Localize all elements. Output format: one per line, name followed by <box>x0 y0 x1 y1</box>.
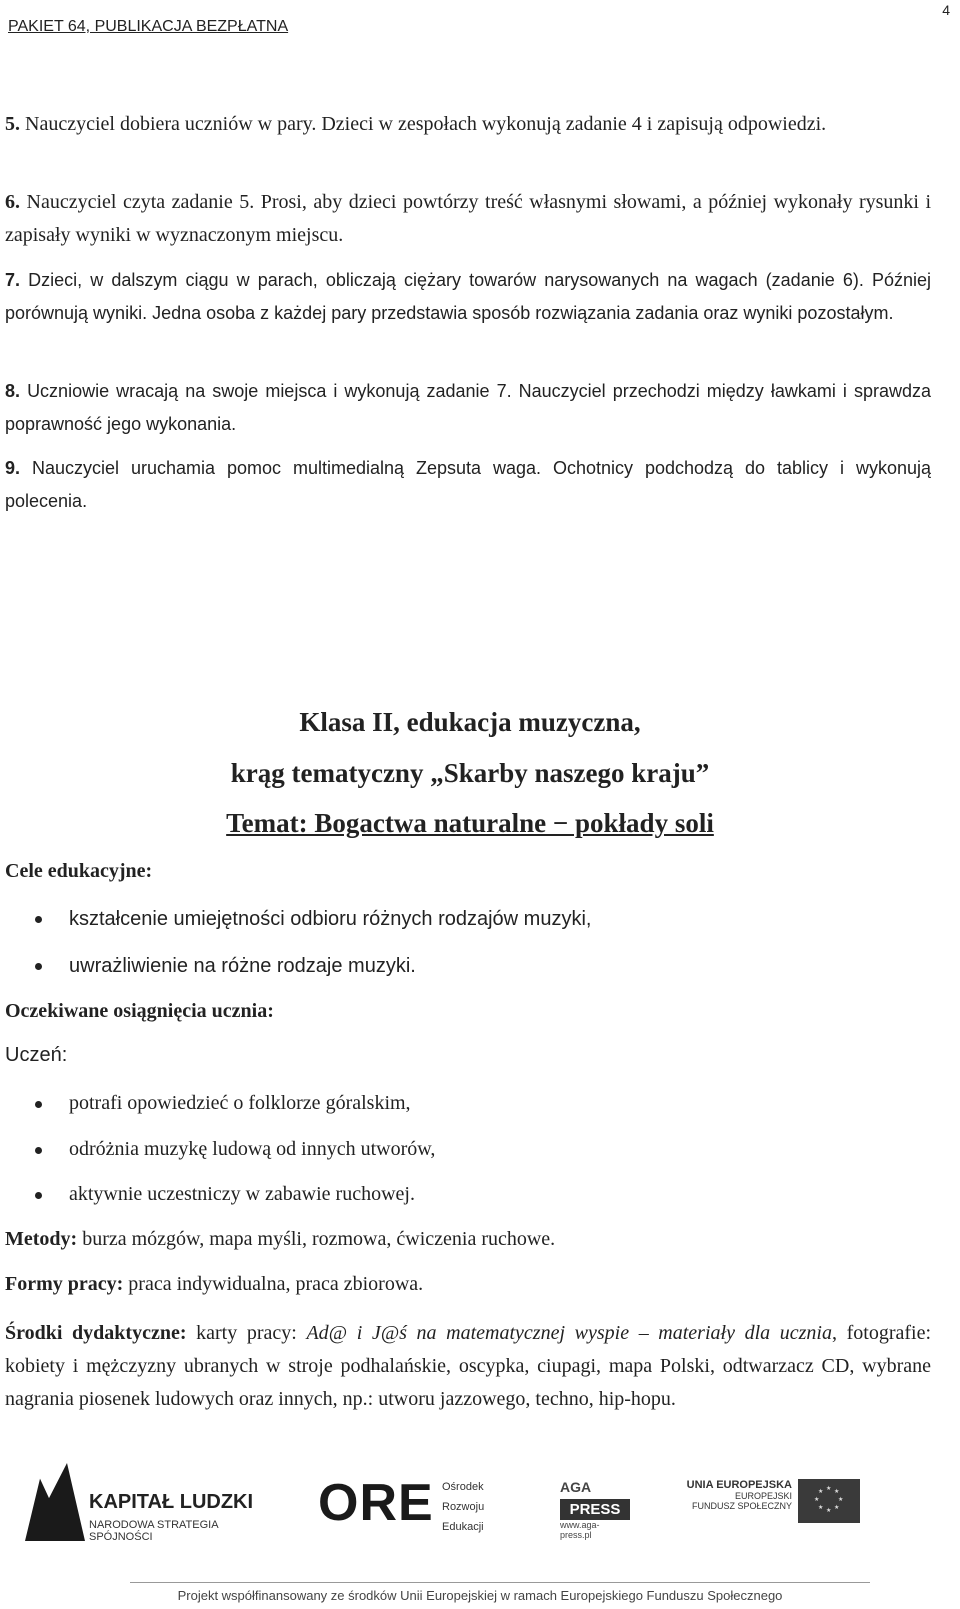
aga-press-box: PRESS <box>560 1499 630 1520</box>
outcome-item <box>35 1092 411 1115</box>
step-6 <box>5 186 931 252</box>
aga-press-logo <box>560 1479 630 1539</box>
footer-divider <box>130 1582 870 1583</box>
step-text: Nauczyciel uruchamia pomoc multimedialną Zepsuta waga. Ochotnicy podchodzą do tablicy i wykonują polecenia. <box>5 458 931 511</box>
eu-fund-line: EUROPEJSKI <box>734 1491 792 1501</box>
footer <box>0 1455 960 1609</box>
ore-wordmark: ORE <box>318 1474 434 1532</box>
page-number: 4 <box>942 2 950 18</box>
resources-paragraph <box>5 1317 931 1416</box>
step-text: Nauczyciel dobiera uczniów w pary. Dzieci w zespołach wykonują zadanie 4 i zapisują odpowiedzi. <box>25 113 827 135</box>
methods-text: burza mózgów, mapa myśli, rozmowa, ćwiczenia ruchowe. <box>82 1228 556 1250</box>
resources-text: , fotografie: kobiety i mężczyzny ubranych w stroje podhalańskie, oscypka, ciupagi, mapa Polski, odtwarzacz CD, wybrane nagrania piosenek ludowych oraz innych, np.: utworu jazzowego, techno, hip-hopu. <box>5 1322 932 1410</box>
ore-logo <box>318 1473 498 1543</box>
goals-label: Cele edukacyjne: <box>5 860 153 882</box>
outcome-text: odróżnia muzykę ludową od innych utworów, <box>69 1138 436 1160</box>
methods-line <box>5 1228 555 1251</box>
outcome-item <box>35 1138 435 1161</box>
methods-label: Metody: <box>5 1228 78 1250</box>
lesson-theme-title: krąg tematyczny „Skarby naszego kraju” <box>230 758 710 788</box>
forms-line <box>5 1273 423 1296</box>
outcome-text: potrafi opowiedzieć o folklorze góralskim, <box>69 1092 411 1114</box>
bullet-icon <box>35 1101 42 1108</box>
bullet-icon <box>35 963 42 970</box>
eu-fund-line: FUNDUSZ SPOŁECZNY <box>691 1501 792 1511</box>
outcome-text: aktywnie uczestniczy w zabawie ruchowej. <box>69 1183 415 1205</box>
outcome-item <box>35 1183 415 1206</box>
outcomes-label: Oczekiwane osiągnięcia ucznia: <box>5 1000 274 1022</box>
step-text: Nauczyciel czyta zadanie 5. Prosi, aby dzieci powtórzy treść własnymi słowami, a później wykonały rysunki i zapisały wyniki w wyznaczonym miejscu. <box>5 191 932 246</box>
step-8 <box>5 375 931 441</box>
lesson-topic-title: Temat: Bogactwa naturalne − pokłady soli <box>226 808 714 838</box>
resources-title: Ad@ i J@ś na matematycznej wyspie – materiały dla ucznia <box>306 1322 832 1344</box>
aga-wordmark: AGA <box>560 1479 592 1495</box>
eu-title: UNIA EUROPEJSKA <box>686 1479 792 1491</box>
ore-subtitle-line: Ośrodek <box>442 1481 484 1493</box>
step-text: Dzieci, w dalszym ciągu w parach, obliczają ciężary towarów narysowanych na wagach (zadanie 6). Później porównują wyniki. Jedna osoba z każdej pary przedstawia sposób rozwiązania zadania oraz wyniki pozostałym. <box>5 270 931 323</box>
step-number: 5. <box>5 113 20 135</box>
step-number: 8. <box>5 381 21 401</box>
eu-flag-icon: ★ ★ ★ ★ ★ ★ ★ ★ <box>798 1479 860 1523</box>
step-number: 9. <box>5 458 21 478</box>
step-5 <box>5 108 931 141</box>
student-label: Uczeń: <box>5 1044 68 1066</box>
goal-item <box>35 908 591 931</box>
step-7 <box>5 264 931 330</box>
goal-text: kształcenie umiejętności odbioru różnych rodzajów muzyki, <box>69 908 592 930</box>
step-9 <box>5 452 931 518</box>
kapital-ludzki-title: KAPITAŁ LUDZKI <box>89 1491 254 1513</box>
resources-label: Środki dydaktyczne: <box>5 1322 187 1344</box>
publication-header: PAKIET 64, PUBLIKACJA BEZPŁATNA <box>8 18 289 35</box>
step-number: 6. <box>5 191 20 213</box>
eu-text <box>672 1479 792 1511</box>
forms-text: praca indywidualna, praca zbiorowa. <box>128 1273 424 1295</box>
bullet-icon <box>35 1192 42 1199</box>
kapital-ludzki-icon <box>25 1463 85 1541</box>
ore-subtitle-line: Rozwoju <box>442 1501 485 1513</box>
aga-url: www.aga-press.pl <box>560 1520 600 1540</box>
step-number: 7. <box>5 270 21 290</box>
eu-logo <box>672 1479 862 1549</box>
goal-text: uwrażliwienie na różne rodzaje muzyki. <box>69 955 416 977</box>
resources-lead: karty pracy: <box>196 1322 297 1344</box>
forms-label: Formy pracy: <box>5 1273 124 1295</box>
step-text: Uczniowie wracają na swoje miejsca i wykonują zadanie 7. Nauczyciel przechodzi między ławkami i sprawdza poprawność jego wykonania. <box>5 381 931 434</box>
bullet-icon <box>35 916 42 923</box>
lesson-class-title: Klasa II, edukacja muzyczna, <box>299 707 641 737</box>
kapital-ludzki-subtitle: NARODOWA STRATEGIA SPÓJNOŚCI <box>89 1519 218 1543</box>
ore-subtitle <box>442 1477 484 1537</box>
goal-item <box>35 955 416 978</box>
ore-subtitle-line: Edukacji <box>442 1521 484 1533</box>
bullet-icon <box>35 1147 42 1154</box>
kapital-ludzki-logo <box>25 1463 275 1543</box>
footer-note: Projekt współfinansowany ze środków Unii Europejskiej w ramach Europejskiego Funduszu Społecznego <box>177 1588 783 1603</box>
